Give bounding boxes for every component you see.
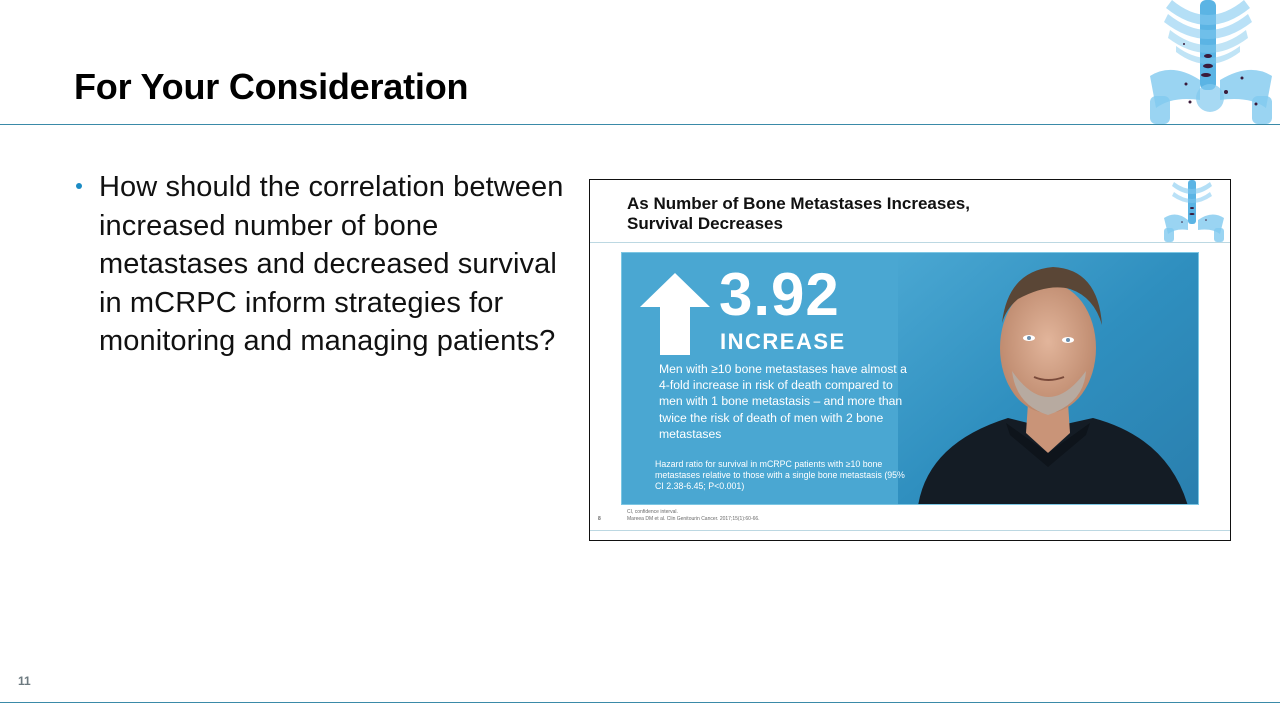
header-divider	[0, 124, 1280, 125]
skeleton-illustration-icon	[1142, 0, 1280, 124]
bullet-list	[74, 168, 574, 361]
embedded-slide-thumbnail	[589, 179, 1231, 541]
footer-divider	[0, 702, 1280, 703]
footnote-reference: Mareea DM et al. Clin Genitourin Cancer. 2017;15(1):60-66.	[627, 516, 760, 522]
slide-title: For Your Consideration	[74, 66, 469, 107]
stat-description: Men with ≥10 bone metastases have almost a 4-fold increase in risk of death compared to men with 1 bone metastasis – and more than twice the risk of death of men with 2 bone metastases	[659, 362, 907, 441]
up-arrow-icon	[640, 273, 710, 355]
embedded-footer-divider	[590, 530, 1230, 531]
embedded-header-divider	[590, 242, 1230, 243]
page-number: 11	[18, 674, 31, 688]
embedded-footnotes	[627, 509, 760, 523]
hazard-ratio-note: Hazard ratio for survival in mCRPC patients with ≥10 bone metastases relative to those with a single bone metastasis (95% CI 2.38-6.45; P<0.001)	[655, 459, 905, 491]
stat-label: INCREASE	[720, 329, 846, 354]
stat-value: 3.92	[719, 261, 840, 328]
skeleton-illustration-icon	[1160, 180, 1228, 242]
embedded-slide-title	[627, 194, 970, 234]
embedded-title-line-2: Survival Decreases	[627, 214, 783, 233]
portrait-photo	[898, 253, 1198, 505]
statistic-panel	[621, 252, 1199, 505]
bullet-dot-icon	[76, 183, 82, 189]
bullet-item	[74, 168, 574, 361]
embedded-page-number: 8	[598, 516, 601, 522]
embedded-title-line-1: As Number of Bone Metastases Increases,	[627, 194, 970, 213]
bullet-text: How should the correlation between increased number of bone metastases and decreased survival in mCRPC inform strategies for monitoring and managing patients?	[99, 171, 564, 357]
footnote-abbreviation: CI, confidence interval.	[627, 509, 678, 515]
